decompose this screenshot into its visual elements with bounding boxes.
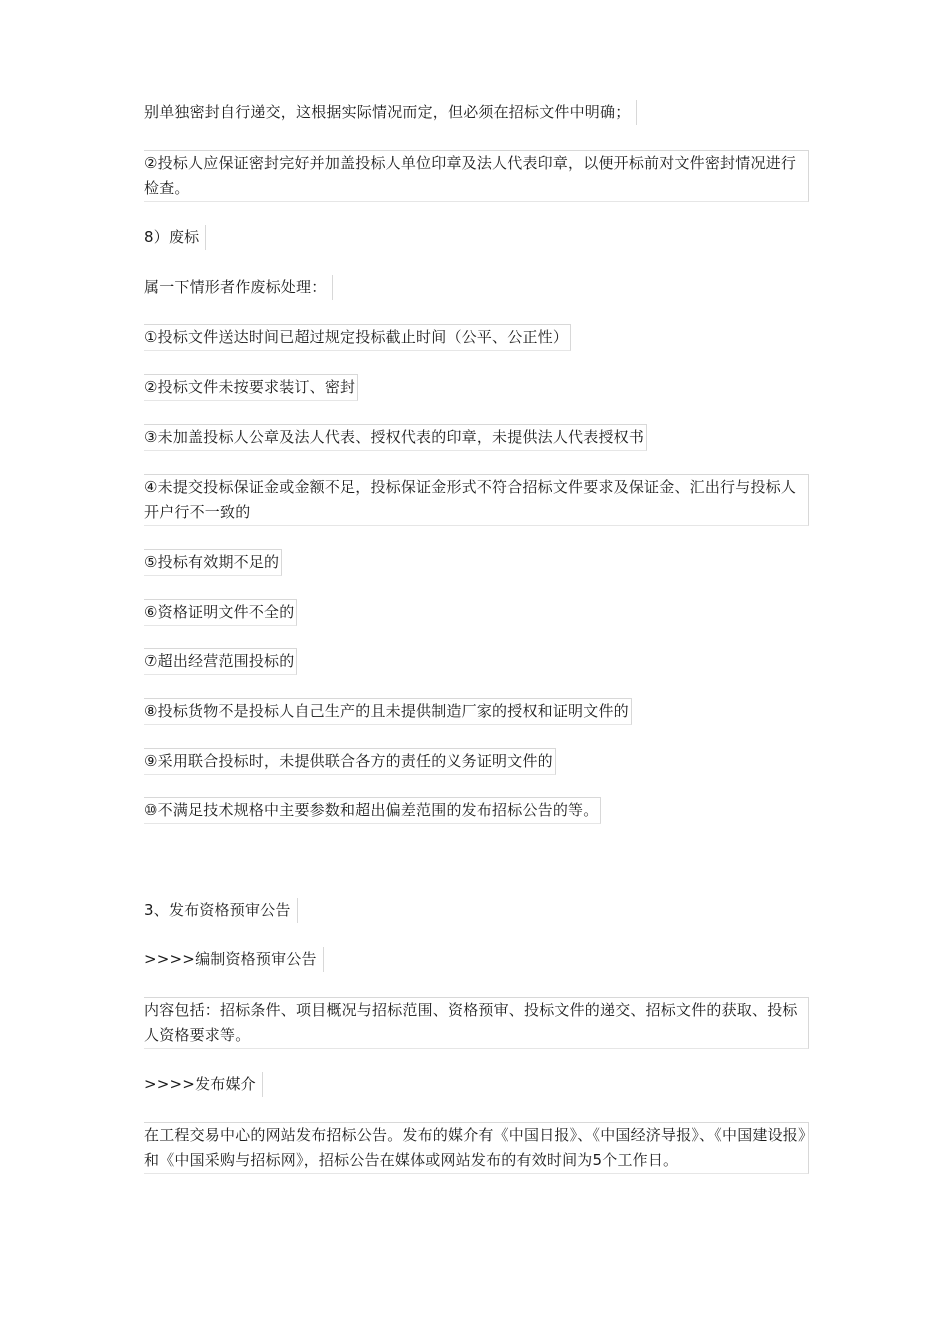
list-item-invalid-2: ②投标文件未按要求装订、密封 bbox=[144, 374, 358, 401]
list-item-invalid-5: ⑤投标有效期不足的 bbox=[144, 549, 282, 576]
paragraph-sealing-note: 别单独密封自行递交，这根据实际情况而定，但必须在招标文件中明确； bbox=[144, 100, 637, 125]
list-item-invalid-1: ①投标文件送达时间已超过规定投标截止时间（公平、公正性） bbox=[144, 324, 571, 351]
section-heading-invalid-bid: 8）废标 bbox=[144, 225, 206, 250]
list-item-invalid-8: ⑧投标货物不是投标人自己生产的且未提供制造厂家的授权和证明文件的 bbox=[144, 698, 632, 725]
subheading-publish-media: >>>>发布媒介 bbox=[144, 1072, 263, 1097]
paragraph-seal-check: ②投标人应保证密封完好并加盖投标人单位印章及法人代表印章，以便开标前对文件密封情况进行检查。 bbox=[144, 150, 809, 202]
paragraph-publish-media: 在工程交易中心的网站发布招标公告。发布的媒介有《中国日报》、《中国经济导报》、《中国建设报》和《中国采购与招标网》，招标公告在媒体或网站发布的有效时间为5个工作日。 bbox=[144, 1122, 809, 1174]
list-item-invalid-10: ⑩不满足技术规格中主要参数和超出偏差范围的发布招标公告的等。 bbox=[144, 797, 601, 824]
subheading-compile-notice: >>>>编制资格预审公告 bbox=[144, 947, 324, 972]
paragraph-invalid-intro: 属一下情形者作废标处理： bbox=[144, 275, 333, 300]
list-item-invalid-4: ④未提交投标保证金或金额不足，投标保证金形式不符合招标文件要求及保证金、汇出行与投标人开户行不一致的 bbox=[144, 474, 809, 526]
section-heading-prequalification: 3、发布资格预审公告 bbox=[144, 898, 298, 923]
list-item-invalid-9: ⑨采用联合投标时，未提供联合各方的责任的义务证明文件的 bbox=[144, 748, 556, 775]
list-item-invalid-7: ⑦超出经营范围投标的 bbox=[144, 648, 297, 675]
list-item-invalid-3: ③未加盖投标人公章及法人代表、授权代表的印章，未提供法人代表授权书 bbox=[144, 424, 647, 451]
paragraph-notice-content: 内容包括：招标条件、项目概况与招标范围、资格预审、投标文件的递交、招标文件的获取、投标人资格要求等。 bbox=[144, 997, 809, 1049]
list-item-invalid-6: ⑥资格证明文件不全的 bbox=[144, 599, 297, 626]
